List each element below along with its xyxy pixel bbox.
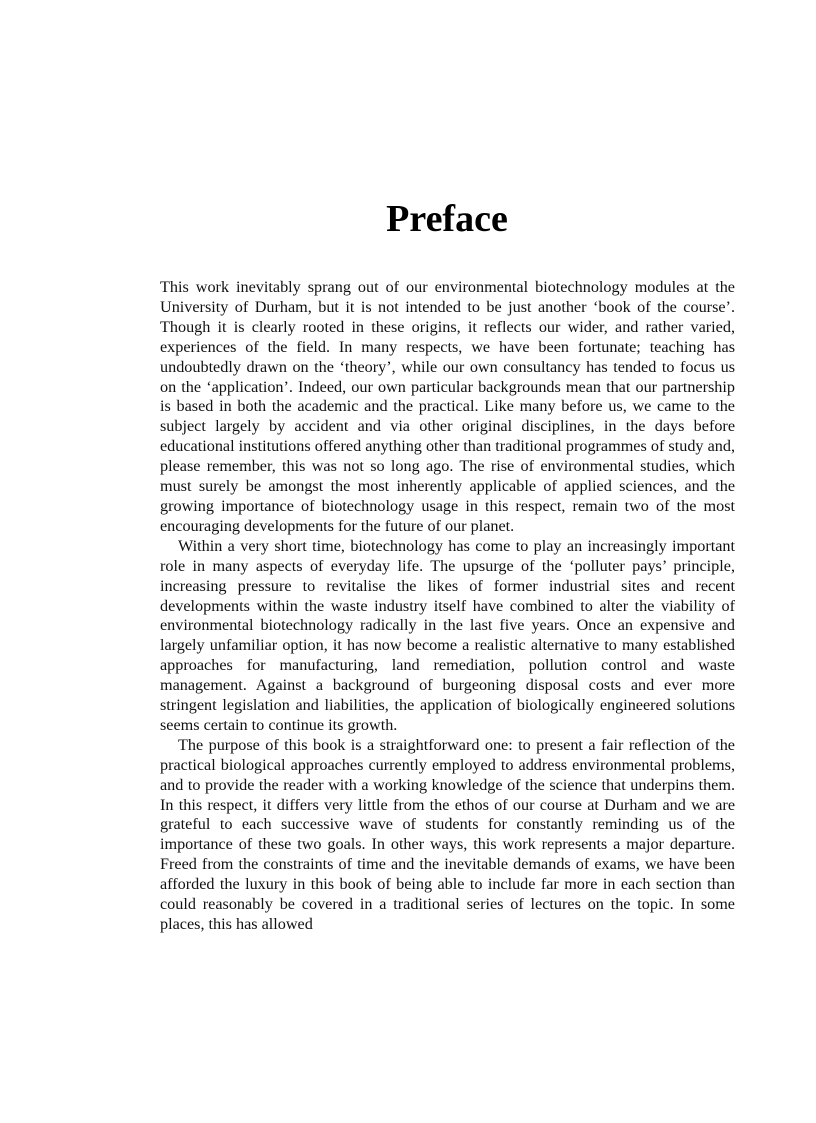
- paragraph: This work inevitably sprang out of our environmental biotechnology modules at the University of Durham, but it is not intended to be just another ‘book of the course’. Though it is clearly rooted in these origins, it reflects our wider, and rather varied, experiences of the field. In many respects, we have been fortunate; teaching has undoubtedly drawn on the ‘theory’, while our own consultancy has tended to focus us on the ‘application’. Indeed, our own particular backgrounds mean that our partnership is based in both the academic and the practical. Like many before us, we came to the subject largely by accident and via other original disciplines, in the days before educational institutions offered anything other than traditional programmes of study and, please remember, this was not so long ago. The rise of environmental studies, which must surely be amongst the most inherently applicable of applied sciences, and the growing importance of biotechnology usage in this respect, remain two of the most encouraging developments for the future of our planet.: [160, 278, 735, 535]
- page-title: Preface: [386, 198, 508, 240]
- paragraph: The purpose of this book is a straightforward one: to present a fair reflection of the practical biological approaches currently employed to address environmental problems, and to provide the reader with a working knowledge of the science that underpins them. In this respect, it differs very little from the ethos of our course at Durham and we are grateful to each successive wave of students for constantly reminding us of the importance of these two goals. In other ways, this work represents a major departure. Freed from the constraints of time and the inevitable demands of exams, we have been afforded the luxury in this book of being able to include far more in each section than could reasonably be covered in a traditional series of lectures on the topic. In some places, this has allowed: [160, 735, 735, 933]
- preface-body: [160, 278, 735, 935]
- paragraph: Within a very short time, biotechnology has come to play an increasingly important role in many aspects of everyday life. The upsurge of the ‘polluter pays’ principle, increasing pressure to revitalise the likes of former industrial sites and recent developments within the waste industry itself have combined to alter the viability of environmental biotechnology radically in the last five years. Once an expensive and largely unfamiliar option, it has now become a realistic alternative to many established approaches for manufacturing, land remediation, pollution control and waste management. Against a background of burgeoning disposal costs and ever more stringent legislation and liabilities, the application of biologically engineered solutions seems certain to continue its growth.: [160, 536, 735, 734]
